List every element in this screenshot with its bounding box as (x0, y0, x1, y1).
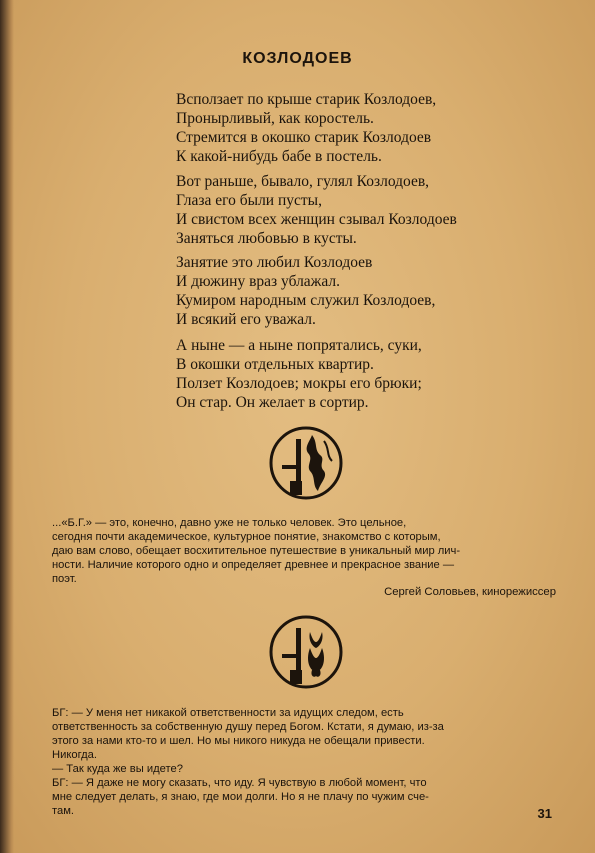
poem-stanza-2 (176, 172, 516, 248)
dialog-line: этого за нами кто-то и шел. Но мы никого никуда не обещали привести. (52, 735, 425, 747)
poem-title: КОЗЛОДОЕВ (242, 50, 353, 67)
dialog-line: ответственность за собственную душу перед Богом. Кстати, я думаю, из-за (52, 721, 444, 733)
dialog-line: БГ: — Я даже не могу сказать, что иду. Я чувствую в любой момент, что (52, 777, 427, 789)
poem-line: Вот раньше, бывало, гулял Козлодоев, (176, 173, 430, 190)
poem-line: Он стар. Он желает в сортир. (176, 394, 369, 411)
poem-line: Занятие это любил Козлодоев (176, 254, 373, 271)
dialog-line: Никогда. (52, 749, 98, 761)
dialog-line: мне следует делать, я знаю, где мои долги. Но я не плачу по чужим сче- (52, 791, 429, 803)
quote-line: ...«Б.Г.» — это, конечно, давно уже не только человек. Это цельное, (52, 517, 407, 529)
poem-line: А ныне — а ныне попрятались, суки, (176, 337, 422, 354)
poem-line: Глаза его были пусты, (176, 192, 322, 209)
dialog-line: — Так куда же вы идете? (52, 763, 183, 775)
poem-stanza-3 (176, 253, 516, 329)
page-number: 31 (537, 806, 552, 821)
poem-line: Стремится в окошко старик Козлодоев (176, 129, 432, 146)
poem-line: И дюжину враз ублажал. (176, 273, 341, 290)
poem-line: И всякий его уважал. (176, 311, 316, 328)
quote-line: поэт. (52, 573, 77, 585)
page-edge-shadow (0, 0, 14, 853)
poem-line: Ползет Козлодоев; мокры его брюки; (176, 375, 422, 392)
poem-line: Пронырливый, как коростель. (176, 110, 374, 127)
interview-block (52, 706, 556, 818)
poem-line: Всползает по крыше старик Козлодоев, (176, 91, 437, 108)
poem-line: К какой-нибудь бабе в постель. (176, 148, 382, 165)
quote-line: даю вам слово, обещает восхитительное путешествие в уникальный мир лич- (52, 545, 461, 557)
quote-attribution: Сергей Соловьев, кинорежиссер (384, 586, 556, 598)
emblem-plant-icon (268, 425, 344, 501)
poem-line: Кумиром народным служил Козлодоев, (176, 292, 436, 309)
poem-stanza-4 (176, 336, 516, 412)
dialog-line: БГ: — У меня нет никакой ответственности за идущих следом, есть (52, 707, 404, 719)
poem-line: И свистом всех женщин сзывал Козлодоев (176, 211, 457, 228)
quote-line: ности. Наличие которого одно и определяет древнее и прекрасное звание — (52, 559, 455, 571)
poem-line: В окошки отдельных квартир. (176, 356, 374, 373)
dialog-line: там. (52, 805, 75, 817)
poem-line: Заняться любовью в кусты. (176, 230, 357, 247)
emblem-figure-icon (268, 614, 344, 690)
quote-line: сегодня почти академическое, культурное понятие, знакомство с которым, (52, 531, 441, 543)
poem-stanza-1 (176, 90, 516, 166)
quote-block (52, 516, 556, 586)
